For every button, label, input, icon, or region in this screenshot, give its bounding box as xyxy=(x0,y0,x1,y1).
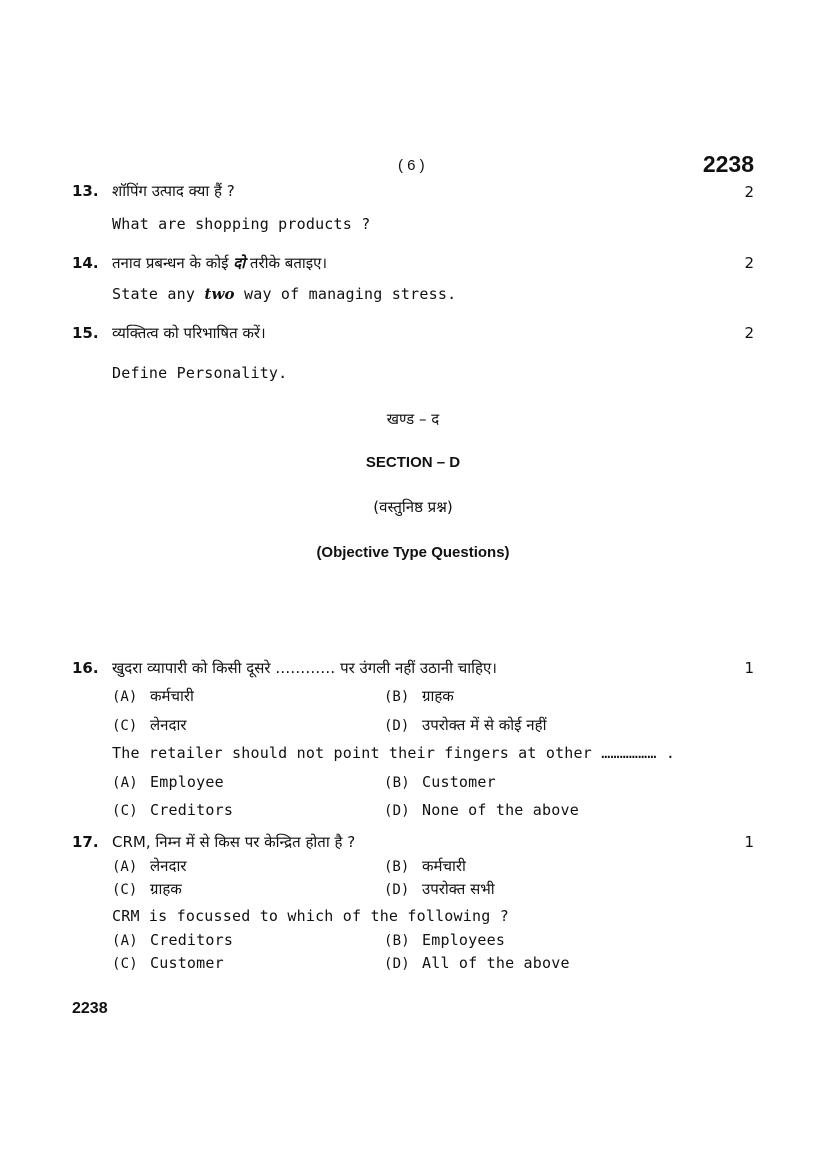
question-hindi-text: खुदरा व्यापारी को किसी दूसरे ………… पर उंगली नहीं उठानी चाहिए। xyxy=(112,659,497,677)
option-letter: (A) xyxy=(112,689,138,705)
question-hindi-text: व्यक्तित्व को परिभाषित करें। xyxy=(112,324,266,342)
english-text-part: way of managing stress. xyxy=(234,285,457,303)
option-text: Creditors xyxy=(150,801,234,819)
option-a-hindi xyxy=(112,686,194,706)
option-letter: (D) xyxy=(384,956,410,972)
option-text: उपरोक्त सभी xyxy=(422,880,495,898)
option-c-hindi xyxy=(112,879,182,899)
option-text: उपरोक्त में से कोई नहीं xyxy=(422,716,547,734)
option-a-english xyxy=(112,773,224,791)
option-d-hindi xyxy=(384,715,546,735)
option-d-english xyxy=(384,801,579,819)
option-c-hindi xyxy=(112,715,186,735)
option-c-english xyxy=(112,954,224,972)
option-text: ग्राहक xyxy=(150,880,182,898)
option-text: ग्राहक xyxy=(422,687,454,705)
question-number: 13. xyxy=(72,182,99,200)
question-marks: 1 xyxy=(744,833,754,851)
question-hindi-text: शॉपिंग उत्पाद क्या हैं ? xyxy=(112,182,235,200)
option-letter: (A) xyxy=(112,775,138,791)
option-text: Customer xyxy=(150,954,224,972)
question-number: 16. xyxy=(72,659,99,677)
option-letter: (B) xyxy=(384,775,410,791)
option-text: लेनदार xyxy=(150,716,187,734)
option-c-english xyxy=(112,801,233,819)
option-text: लेनदार xyxy=(150,857,187,875)
paper-code-footer: 2238 xyxy=(72,1000,108,1017)
english-emphasis: two xyxy=(204,285,235,303)
option-letter: (D) xyxy=(384,882,410,898)
question-marks: 2 xyxy=(744,183,754,201)
hindi-text-part: तरीके बताइए। xyxy=(245,254,328,272)
option-b-english xyxy=(384,931,505,949)
question-number: 17. xyxy=(72,833,99,851)
option-text: All of the above xyxy=(422,954,570,972)
question-english-text: CRM is focussed to which of the following ? xyxy=(112,907,509,925)
question-hindi-text xyxy=(112,253,327,273)
option-letter: (A) xyxy=(112,859,138,875)
question-marks: 2 xyxy=(744,324,754,342)
option-letter: (D) xyxy=(384,803,410,819)
section-english-title: SECTION – D xyxy=(365,454,461,471)
option-letter: (B) xyxy=(384,689,410,705)
option-text: Creditors xyxy=(150,931,234,949)
section-english-subtitle: (Objective Type Questions) xyxy=(316,544,510,561)
option-a-hindi xyxy=(112,856,186,876)
option-b-hindi xyxy=(384,686,454,706)
option-letter: (B) xyxy=(384,933,410,949)
question-marks: 1 xyxy=(744,659,754,677)
page-number: ( 6 ) xyxy=(398,157,425,174)
section-hindi-subtitle: (वस्तुनिष्ठ प्रश्न) xyxy=(373,498,453,516)
question-number: 15. xyxy=(72,324,99,342)
option-a-english xyxy=(112,931,233,949)
question-number: 14. xyxy=(72,254,99,272)
english-text-part: State any xyxy=(112,285,205,303)
option-d-hindi xyxy=(384,879,495,899)
question-english-text: Define Personality. xyxy=(112,364,288,382)
question-english-text xyxy=(112,285,456,303)
option-text: Employees xyxy=(422,931,506,949)
option-b-hindi xyxy=(384,856,466,876)
option-b-english xyxy=(384,773,496,791)
question-hindi-text: CRM, निम्न में से किस पर केन्द्रित होता है ? xyxy=(112,833,356,851)
question-marks: 2 xyxy=(744,254,754,272)
question-english-text: What are shopping products ? xyxy=(112,215,371,233)
option-letter: (C) xyxy=(112,803,138,819)
hindi-emphasis: दो xyxy=(233,254,246,272)
option-text: Customer xyxy=(422,773,496,791)
option-text: None of the above xyxy=(422,801,579,819)
option-letter: (C) xyxy=(112,882,138,898)
option-text: कर्मचारी xyxy=(422,857,466,875)
option-d-english xyxy=(384,954,570,972)
option-letter: (A) xyxy=(112,933,138,949)
hindi-text-part: तनाव प्रबन्धन के कोई xyxy=(112,254,234,272)
option-letter: (C) xyxy=(112,956,138,972)
option-letter: (B) xyxy=(384,859,410,875)
paper-code-header: 2238 xyxy=(702,151,754,177)
option-letter: (D) xyxy=(384,718,410,734)
section-hindi-title: खण्ड – द xyxy=(386,410,440,428)
option-letter: (C) xyxy=(112,718,138,734)
question-english-text: The retailer should not point their fingers at other ……………… . xyxy=(112,744,676,762)
option-text: कर्मचारी xyxy=(150,687,194,705)
option-text: Employee xyxy=(150,773,224,791)
